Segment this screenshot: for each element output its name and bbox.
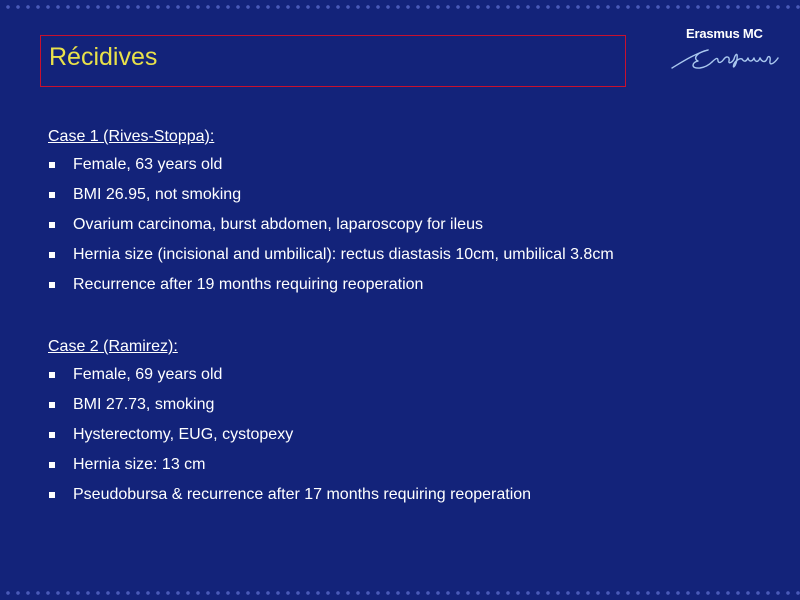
list-item-text: Female, 63 years old bbox=[73, 156, 223, 173]
top-dotted-border bbox=[0, 4, 800, 10]
list-item-text: Hernia size: 13 cm bbox=[73, 456, 206, 473]
list-item bbox=[48, 485, 778, 515]
square-bullet-icon bbox=[49, 372, 55, 378]
list-item bbox=[48, 395, 778, 425]
list-item-text: BMI 26.95, not smoking bbox=[73, 186, 242, 203]
list-item bbox=[48, 425, 778, 455]
list-item bbox=[48, 365, 778, 395]
case-1-list bbox=[48, 155, 778, 305]
square-bullet-icon bbox=[49, 492, 55, 498]
list-item bbox=[48, 155, 778, 185]
square-bullet-icon bbox=[49, 162, 55, 168]
list-item-text: Hernia size (incisional and umbilical): rectus diastasis 10cm, umbilical 3.8cm bbox=[73, 246, 614, 263]
list-item-text: Recurrence after 19 months requiring reoperation bbox=[73, 276, 424, 293]
list-item bbox=[48, 185, 778, 215]
list-item-text: Pseudobursa & recurrence after 17 months requiring reoperation bbox=[73, 486, 532, 503]
square-bullet-icon bbox=[49, 402, 55, 408]
square-bullet-icon bbox=[49, 282, 55, 288]
square-bullet-icon bbox=[49, 252, 55, 258]
slide-content bbox=[48, 125, 778, 515]
square-bullet-icon bbox=[49, 222, 55, 228]
list-item-text: BMI 27.73, smoking bbox=[73, 396, 215, 413]
square-bullet-icon bbox=[49, 432, 55, 438]
list-item-text: Ovarium carcinoma, burst abdomen, laparoscopy for ileus bbox=[73, 216, 483, 233]
list-item bbox=[48, 455, 778, 485]
slide-title: Récidives bbox=[49, 43, 158, 71]
case-2-list bbox=[48, 365, 778, 515]
list-item-text: Hysterectomy, EUG, cystopexy bbox=[73, 426, 294, 443]
list-item-text: Female, 69 years old bbox=[73, 366, 223, 383]
case-2-heading: Case 2 (Ramirez): bbox=[48, 338, 178, 355]
list-item bbox=[48, 275, 778, 305]
list-item bbox=[48, 245, 778, 275]
list-item bbox=[48, 215, 778, 245]
title-box bbox=[40, 35, 626, 87]
erasmus-signature-icon bbox=[668, 42, 788, 76]
erasmus-mc-logo bbox=[668, 24, 788, 76]
bottom-dotted-border bbox=[0, 590, 800, 596]
logo-label: Erasmus MC bbox=[686, 26, 763, 41]
case-spacer bbox=[48, 305, 778, 335]
case-1-heading: Case 1 (Rives-Stoppa): bbox=[48, 128, 215, 145]
square-bullet-icon bbox=[49, 462, 55, 468]
square-bullet-icon bbox=[49, 192, 55, 198]
